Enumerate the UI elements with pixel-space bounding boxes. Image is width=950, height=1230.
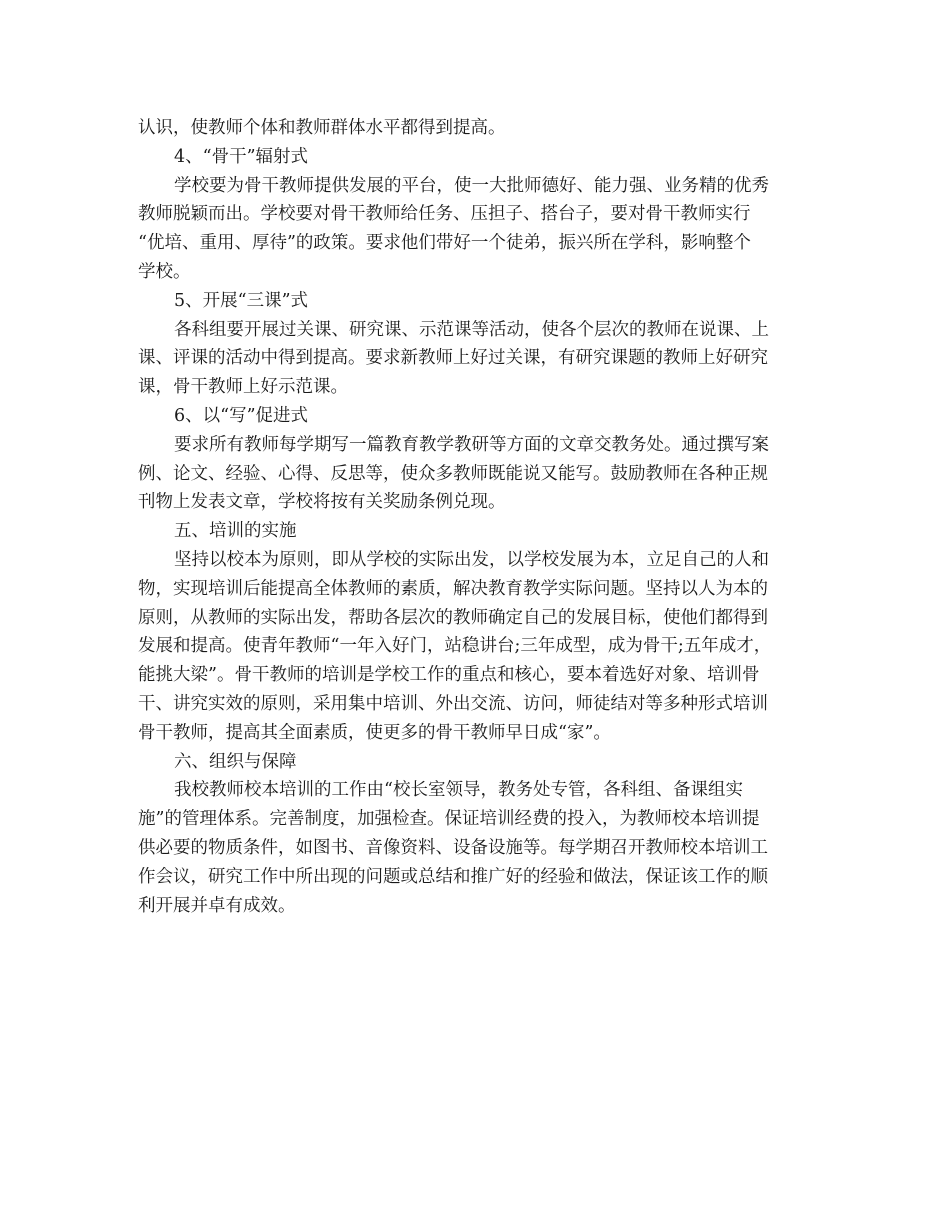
text-line: 利开展并卓有成效。: [138, 895, 296, 916]
text-line: 教师脱颖而出。学校要对骨干教师给任务、压担子、搭台子，要对骨干教师实行: [138, 204, 751, 225]
text-line: 学校。: [138, 261, 191, 282]
text-line: 我校教师校本培训的工作由“校长室领导，教务处专管，各科组、备课组实: [174, 780, 743, 801]
text-line: 要求所有教师每学期写一篇教育教学教研等方面的文章交教务处。通过撰写案: [174, 434, 769, 455]
text-line: 各科组要开展过关课、研究课、示范课等活动，使各个层次的教师在说课、上: [174, 319, 769, 340]
section-heading: 五、培训的实施: [174, 521, 297, 542]
section-heading: 4、“骨干”辐射式: [174, 146, 309, 167]
section-heading: 六、组织与保障: [174, 751, 297, 772]
text-line: 原则，从教师的实际出发，帮助各层次的教师确定自己的发展目标，使他们都得到: [138, 607, 768, 628]
text-line: “优培、重用、厚待”的政策。要求他们带好一个徒弟，振兴所在学科，影响整个: [138, 233, 751, 254]
text-line: 施”的管理体系。完善制度，加强检查。保证培训经费的投入，为教师校本培训提: [138, 809, 760, 830]
document-body: [138, 114, 818, 920]
text-line: 干、讲究实效的原则，采用集中培训、外出交流、访问，师徒结对等多种形式培训: [138, 693, 768, 714]
text-line: 认识，使教师个体和教师群体水平都得到提高。: [138, 118, 506, 138]
text-line: 骨干教师，提高其全面素质，使更多的骨干教师早日成“家”。: [138, 722, 611, 743]
text-line: 物，实现培训后能提高全体教师的素质，解决教育教学实际问题。坚持以人为本的: [138, 578, 768, 599]
section-heading: 5、开展“三课”式: [174, 290, 309, 311]
text-line: 作会议，研究工作中所出现的问题或总结和推广好的经验和做法，保证该工作的顺: [138, 866, 768, 887]
text-line: 坚持以校本为原则，即从学校的实际出发，以学校发展为本，立足自己的人和: [174, 549, 769, 570]
text-line: 课、评课的活动中得到提高。要求新教师上好过关课，有研究课题的教师上好研究: [138, 348, 768, 369]
text-line: 例、论文、经验、心得、反思等，使众多教师既能说又能写。鼓励教师在各种正规: [138, 463, 768, 484]
text-line: 课，骨干教师上好示范课。: [138, 377, 348, 398]
text-line: 发展和提高。使青年教师“一年入好门，站稳讲台;三年成型，成为骨干;五年成才，: [138, 636, 772, 657]
section-heading: 6、以“写”促进式: [174, 405, 309, 426]
text-line: 刊物上发表文章，学校将按有关奖励条例兑现。: [138, 492, 506, 513]
text-line: 学校要为骨干教师提供发展的平台，使一大批师德好、能力强、业务精的优秀: [174, 175, 769, 196]
text-line: 供必要的物质条件，如图书、音像资料、设备设施等。每学期召开教师校本培训工: [138, 837, 768, 858]
text-line: 能挑大梁”。骨干教师的培训是学校工作的重点和核心，要本着选好对象、培训骨: [138, 665, 760, 686]
